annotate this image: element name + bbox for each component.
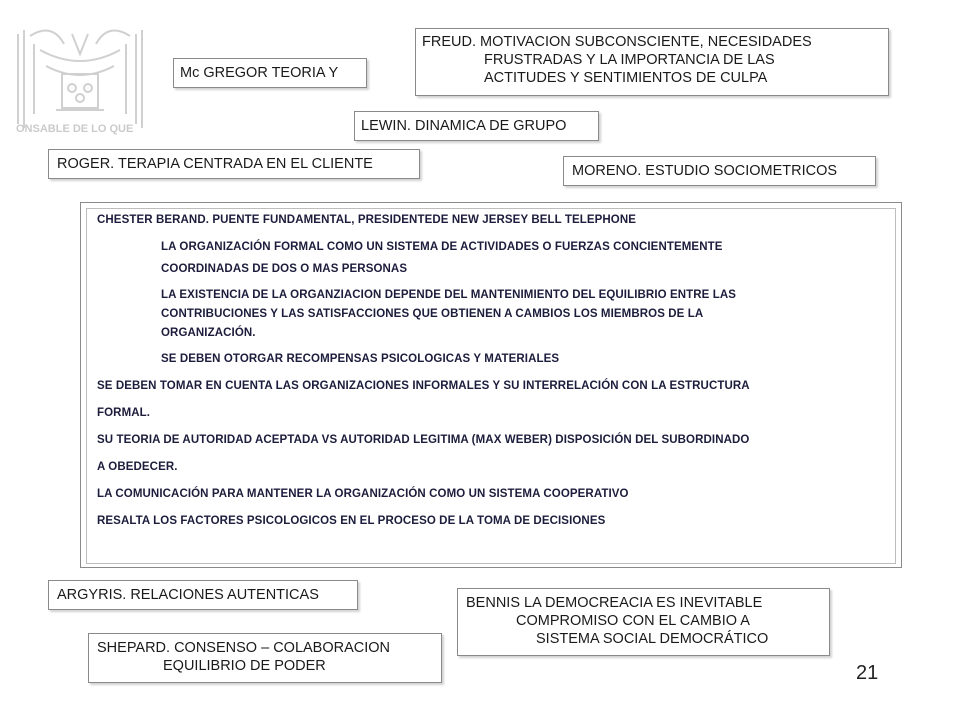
shepard-line-2: EQUILIBRIO DE PODER (163, 658, 326, 674)
argyris-text: ARGYRIS. RELACIONES AUTENTICAS (57, 587, 319, 603)
bennis-line-1: BENNIS LA DEMOCREACIA ES INEVITABLE (466, 595, 763, 611)
main-line-11: A OBEDECER. (97, 461, 178, 473)
lewin-text: LEWIN. DINAMICA DE GRUPO (361, 118, 567, 134)
mcgregor-note (173, 58, 367, 88)
main-line-5: CONTRIBUCIONES Y LAS SATISFACCIONES QUE OBTIENEN A CAMBIOS LOS MIEMBROS DE LA (161, 308, 704, 320)
bennis-line-2: COMPROMISO CON EL CAMBIO A (516, 613, 750, 629)
main-line-4: LA EXISTENCIA DE LA ORGANZIACION DEPENDE DEL MANTENIMIENTO DEL EQUILIBRIO ENTRE LAS (161, 289, 737, 301)
freud-line-1: FREUD. MOTIVACION SUBCONSCIENTE, NECESIDADES (422, 34, 812, 50)
shepard-line-1: SHEPARD. CONSENSO – COLABORACION (97, 640, 391, 656)
main-line-9: FORMAL. (97, 407, 151, 419)
main-line-3: COORDINADAS DE DOS O MAS PERSONAS (161, 263, 408, 275)
freud-note (415, 28, 889, 96)
main-line-8: SE DEBEN TOMAR EN CUENTA LAS ORGANIZACIONES INFORMALES Y SU INTERRELACIÓN CON LA ESTRUCTURA (97, 380, 750, 392)
main-line-13: RESALTA LOS FACTORES PSICOLOGICOS EN EL PROCESO DE LA TOMA DE DECISIONES (97, 515, 606, 527)
main-line-10: SU TEORIA DE AUTORIDAD ACEPTADA VS AUTORIDAD LEGITIMA (MAX WEBER) DISPOSICIÓN DEL SUBORDINADO (97, 434, 750, 446)
main-line-2: LA ORGANIZACIÓN FORMAL COMO UN SISTEMA DE ACTIVIDADES O FUERZAS CONCIENTEMENTE (161, 241, 723, 253)
roger-text: ROGER. TERAPIA CENTRADA EN EL CLIENTE (57, 156, 373, 172)
freud-line-2: FRUSTRADAS Y LA IMPORTANCIA DE LAS (484, 52, 775, 68)
chester-barnard-note (86, 208, 896, 564)
moreno-text: MORENO. ESTUDIO SOCIOMETRICOS (572, 163, 838, 179)
logo-motto-text: ONSABLE DE LO QUE (16, 123, 134, 135)
freud-line-3: ACTITUDES Y SENTIMIENTOS DE CULPA (484, 70, 768, 86)
bennis-note (457, 588, 830, 656)
bennis-line-3: SISTEMA SOCIAL DEMOCRÁTICO (536, 631, 769, 647)
shepard-note (88, 633, 442, 683)
mcgregor-text: Mc GREGOR TEORIA Y (180, 65, 339, 81)
main-line-12: LA COMUNICACIÓN PARA MANTENER LA ORGANIZACIÓN COMO UN SISTEMA COOPERATIVO (97, 488, 629, 500)
main-line-7: SE DEBEN OTORGAR RECOMPENSAS PSICOLOGICAS Y MATERIALES (161, 353, 560, 365)
university-seal-logo-icon (12, 14, 148, 136)
argyris-note (48, 580, 358, 610)
main-line-6: ORGANIZACIÓN. (161, 327, 256, 339)
moreno-note (563, 156, 876, 186)
lewin-note (354, 111, 599, 141)
page-number: 21 (856, 662, 879, 684)
main-line-1: CHESTER BERAND. PUENTE FUNDAMENTAL, PRESIDENTEDE NEW JERSEY BELL TELEPHONE (97, 214, 637, 226)
roger-note (48, 149, 420, 179)
